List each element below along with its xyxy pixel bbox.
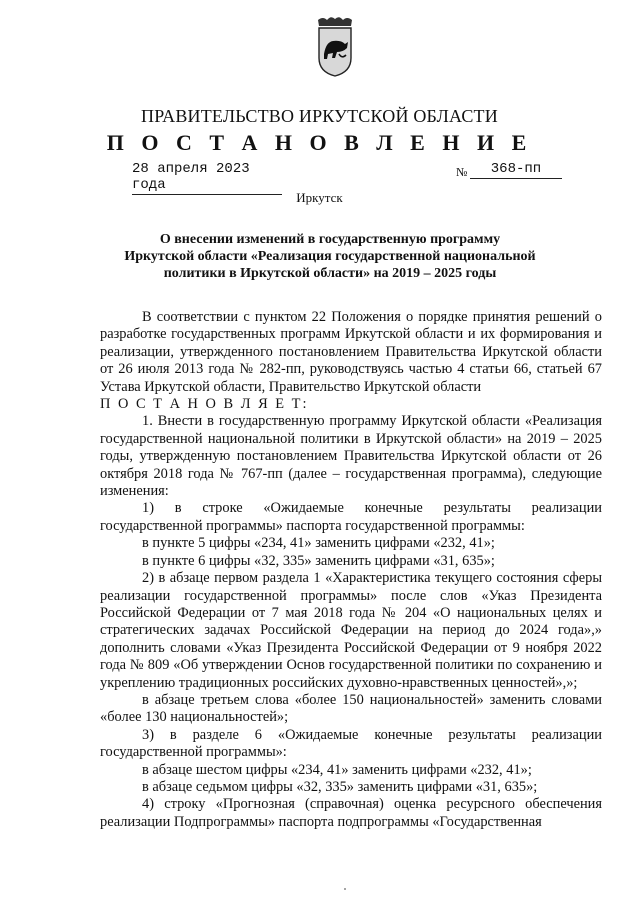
paragraph-change: в абзаце седьмом цифры «32, 335» заменить цифрами «31, 635»; (142, 778, 538, 795)
document-number: 368-пп (470, 161, 562, 179)
subject-line: О внесении изменений в государственную программу (159, 232, 501, 247)
subject-line: Иркутской области «Реализация государственной национальной (124, 249, 536, 264)
number-sign: № (456, 165, 468, 179)
paragraph-change: в абзаце третьем слова «более 150 национальностей» заменить словами «более 130 национальностей»; (100, 691, 602, 726)
paragraph-subitem-1: 1) в строке «Ожидаемые конечные результаты реализации государственной программы» паспорта государственной программы: (100, 500, 602, 534)
paragraph-subitem-4: 4) строку «Прогнозная (справочная) оценка ресурсного обеспечения реализации Подпрограммы» паспорта подпрограммы «Государственная (100, 796, 602, 830)
paragraph-change: в абзаце шестом цифры «234, 41» заменить цифрами «232, 41»; (142, 761, 532, 778)
paragraph-item-1: 1. Внести в государственную программу Иркутской области «Реализация государственной национальной политики в Иркутской области» на 2019 – 2025 годы, утвержденную постановлением Правительства Иркутской области от 26 октября 2018 года № 767-пп (далее – государственная программа), следующие изменения: (100, 413, 602, 500)
city-name: Иркутск (296, 190, 343, 205)
document-type: П О С Т А Н О В Л Е Н И Е (106, 130, 533, 155)
paragraph-subitem-3: 3) в разделе 6 «Ожидаемые конечные результаты реализации государственной программы»: (100, 726, 602, 761)
paragraph-resolves: П О С Т А Н О В Л Я Е Т: (100, 396, 309, 413)
document-date: 28 апреля 2023 года (132, 161, 282, 195)
government-title: ПРАВИТЕЛЬСТВО ИРКУТСКОЙ ОБЛАСТИ (141, 106, 498, 126)
paragraph-change: в пункте 5 цифры «234, 41» заменить цифрами «232, 41»; (142, 535, 495, 552)
document-body (100, 309, 602, 831)
coat-of-arms-icon (315, 14, 355, 78)
document-subject (110, 231, 550, 282)
subject-line: политики в Иркутской области» на 2019 – 2025 годы (163, 266, 497, 281)
scan-speck (344, 888, 346, 890)
paragraph-subitem-2: 2) в абзаце первом раздела 1 «Характеристика текущего состояния сферы реализации государственной программы» после слов «Указ Президента Российской Федерации от 7 мая 2018 года № 204 «О национальных целях и стратегических задачах Российской Федерации на период до 2024 года»,» дополнить словами «Указ Президента Российской Федерации от 9 ноября 2022 года № 809 «Об утверждении Основ государственной политики по сохранению и укреплению традиционных российских духовно-нравственных ценностей»,»; (100, 570, 602, 691)
paragraph-preamble: В соответствии с пунктом 22 Положения о порядке принятия решений о разработке государственных программ Иркутской области и их формирования и реализации, утвержденного постановлением Правительства Иркутской области от 26 июля 2013 года № 282-пп, руководствуясь частью 4 статьи 66, статьей 67 Устава Иркутской области, Правительство Иркутской области (100, 309, 602, 395)
paragraph-change: в пункте 6 цифры «32, 335» заменить цифрами «31, 635»; (142, 552, 495, 569)
